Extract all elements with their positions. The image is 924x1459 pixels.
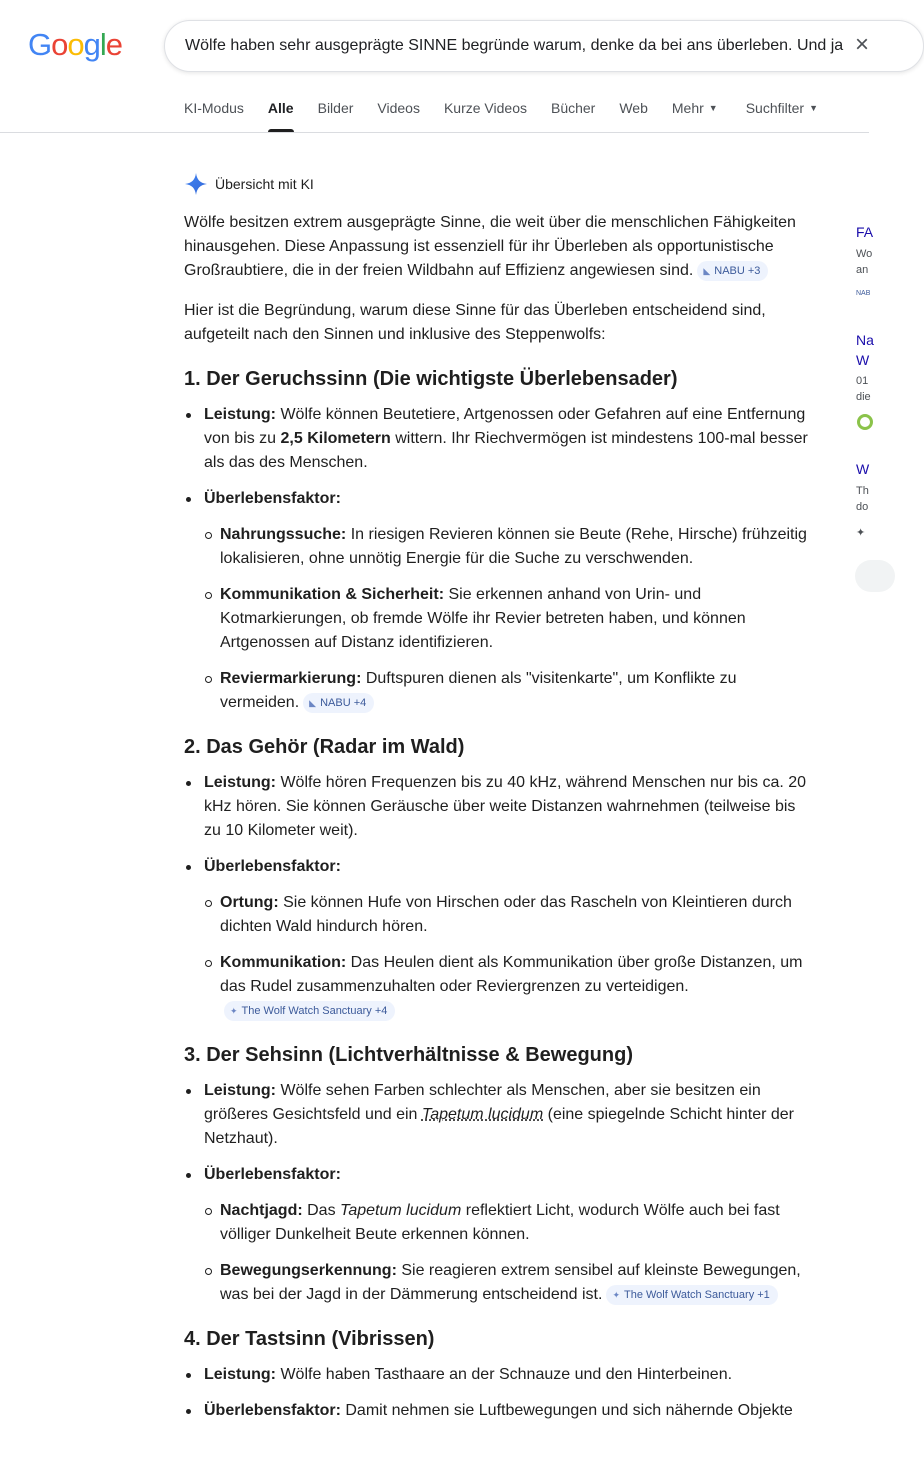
source-chip-label: NABU +3 [714,265,761,277]
item-label: Leistung: [204,406,276,423]
item-label: Überlebensfaktor: [204,858,341,875]
item-label: Leistung: [204,774,276,791]
side-card-title[interactable]: W [856,352,870,368]
close-icon[interactable]: × [855,31,870,58]
item-label: Überlebensfaktor: [204,1166,341,1183]
tab-alle[interactable]: Alle [268,100,294,132]
sub-list-item [204,1259,814,1307]
chevron-down-icon: ▼ [708,103,718,113]
sparkle-icon [184,172,208,196]
section-heading: 1. Der Geruchssinn (Die wichtigste Überlebensader) [184,368,678,390]
side-card-title[interactable]: W [856,461,870,477]
tab-bilder[interactable]: Bilder [317,100,354,116]
side-card-text: do [856,501,869,513]
nabu-icon: ◣ [703,266,711,276]
sub-list-item [204,891,814,939]
source-chip[interactable] [303,693,374,713]
item-text: Wölfe sehen Farben schlechter als Menschen, aber sie besitzen ein größeres Gesichtsfeld und ein [204,1082,761,1123]
source-chip[interactable] [224,1001,395,1021]
tab-videos[interactable]: Videos [377,100,420,116]
list-item [184,403,814,475]
intro-text: Wölfe besitzen extrem ausgeprägte Sinne, die weit über die menschlichen Fähigkeiten hinausgehen. Diese Anpassung ist essenziell für ihr Überleben als opportunistische Großraubtiere, die in der freien Wildbahn auf Effizienz angewiesen sind. [184,214,796,279]
tab-suchfilter-label: Suchfilter [745,100,805,116]
side-card-text: 01 [856,375,869,387]
item-label: Nahrungssuche: [220,526,347,543]
item-bold: 2,5 Kilometern [280,430,391,447]
logo-letter: g [83,27,100,62]
source-logo-icon [857,414,873,430]
item-label: Kommunikation: [220,954,347,971]
source-chip-label: NABU +4 [320,697,367,709]
ai-overview-title: Übersicht mit KI [215,176,314,192]
logo-letter: o [67,27,84,62]
item-label: Nachtjagd: [220,1202,303,1219]
lead-paragraph: Hier ist die Begründung, warum diese Sinne für das Überleben entscheidend sind, aufgeteilt nach den Sinnen und inklusive des Steppenwolfs: [184,302,766,343]
section-heading: 3. Der Sehsinn (Lichtverhältnisse & Bewegung) [184,1044,633,1066]
search-input[interactable]: Wölfe haben sehr ausgeprägte SINNE begründe warum, denke da bei ans überleben. Und ja [185,37,844,54]
section-heading: 4. Der Tastsinn (Vibrissen) [184,1328,435,1350]
list-item [184,1163,814,1307]
section-list [184,771,814,1023]
section-list [184,1363,814,1423]
wolf-icon: ✦ [230,1006,238,1016]
item-text: Damit nehmen sie Luftbewegungen und sich nähernde Objekte [345,1402,793,1419]
side-card-source: NAB [856,290,871,297]
source-chip[interactable] [697,261,768,281]
item-label: Leistung: [204,1082,276,1099]
sub-list-item [204,667,814,715]
logo-letter: o [51,27,68,62]
item-label: Leistung: [204,1366,276,1383]
logo-letter: e [105,27,123,62]
logo-letter: G [28,27,52,62]
item-label: Überlebensfaktor: [204,1402,341,1419]
sub-list-item [204,951,814,1023]
tab-suchfilter[interactable] [746,100,818,132]
ai-overview-content [184,211,814,1435]
intro-paragraph [184,211,814,283]
wolf-icon: ✦ [612,1290,620,1300]
side-card-title[interactable]: FA [856,224,874,240]
nabu-icon: ◣ [309,698,317,708]
side-card-title[interactable]: Na [856,332,874,348]
item-text: Sie erkennen anhand von Urin- und Kotmarkierungen, ob fremde Wölfe ihr Revier betreten haben, und können Artgenossen auf Distanz identifizieren. [220,586,746,651]
list-item [184,771,814,843]
tab-kurze-videos[interactable]: Kurze Videos [443,100,527,116]
item-text: Wölfe können Beutetiere, Artgenossen oder Gefahren auf eine Entfernung von bis zu [204,406,806,447]
source-chip-label: The Wolf Watch Sanctuary +4 [241,1005,388,1017]
sub-list [204,1199,814,1307]
google-logo[interactable] [28,27,122,63]
item-text: In riesigen Revieren können sie Beute (Rehe, Hirsche) frühzeitig lokalisieren, ohne unnötig Energie für die Suche zu verschwenden. [220,526,807,567]
item-label: Bewegungserkennung: [220,1262,397,1279]
source-chip-label: The Wolf Watch Sanctuary +1 [623,1289,770,1301]
search-box[interactable] [164,20,924,72]
search-tabs [184,100,842,132]
item-text: Das Heulen dient als Kommunikation über große Distanzen, um das Rudel zusammenzuhalten oder Reviergrenzen zu verteidigen. [220,954,803,995]
side-card-text: Wo [856,248,873,260]
sub-list-item [204,523,814,571]
header-divider [0,132,869,133]
item-label: Reviermarkierung: [220,670,362,687]
item-text: Sie können Hufe von Hirschen oder das Rascheln von Kleintieren durch dichten Wald hindurch hören. [220,894,792,935]
item-text: Das [307,1202,336,1219]
side-card-text: Th [856,485,869,497]
tab-ki-modus[interactable]: KI-Modus [184,100,244,116]
ai-overview-header [184,172,314,196]
item-text: Wölfe hören Frequenzen bis zu 40 kHz, während Menschen nur bis ca. 20 kHz hören. Sie können Geräusche über weite Distanzen wahrnehmen (teilweise bis zu 10 Kilometer weit). [204,774,807,839]
sub-list-item [204,1199,814,1247]
list-item [184,487,814,715]
item-text: Wölfe haben Tasthaare an der Schnauze und den Hinterbeinen. [280,1366,733,1383]
list-item [184,1399,814,1423]
section-heading: 2. Das Gehör (Radar im Wald) [184,736,465,758]
source-chip[interactable] [606,1285,777,1305]
item-label: Ortung: [220,894,279,911]
tab-mehr-label: Mehr [671,100,704,116]
list-item [184,1079,814,1151]
chevron-down-icon: ▼ [809,103,818,113]
list-item [184,855,814,1023]
section-list [184,1079,814,1307]
section-list [184,403,814,715]
wolf-icon: ✦ [856,527,866,539]
tab-mehr[interactable] [672,100,718,132]
item-text: (eine spiegelnde Schicht hinter der Netzhaut). [204,1106,794,1147]
item-term: Tapetum lucidum [340,1202,462,1219]
item-text: Duftspuren dienen als "visitenkarte", um Konflikte zu vermeiden. [220,670,737,711]
side-card-text: an [856,264,869,276]
item-text: Sie reagieren extrem sensibel auf kleinste Bewegungen, was bei der Jagd in der Dämmerung entscheidend ist. [220,1262,801,1303]
sub-list [204,523,814,715]
item-label: Überlebensfaktor: [204,490,341,507]
tab-buecher[interactable]: Bücher [550,100,596,116]
term-link[interactable]: Tapetum lucidum [421,1106,544,1123]
logo-letter: l [99,27,106,62]
tab-web[interactable]: Web [619,100,648,116]
list-item [184,1363,814,1387]
item-text: reflektiert Licht, wodurch Wölfe auch bei fast völliger Dunkelheit Beute erkennen können. [220,1202,780,1243]
item-label: Kommunikation & Sicherheit: [220,586,445,603]
side-card-text: die [856,391,871,403]
sub-list-item [204,583,814,655]
show-all-button[interactable] [855,560,895,592]
item-text: wittern. Ihr Riechvermögen ist mindestens 100-mal besser als das des Menschen. [204,430,808,471]
sub-list [204,891,814,1023]
